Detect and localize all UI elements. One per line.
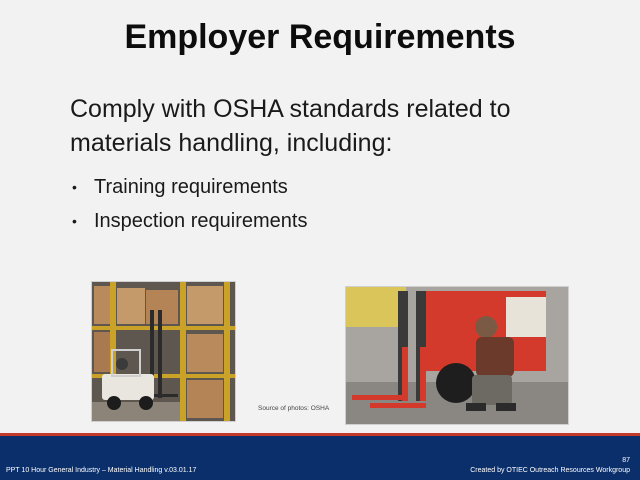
photo-caption: Source of photos: OSHA [258,405,330,412]
course-label: PPT 10 Hour General Industry – Material Handling v.03.01.17 [6,467,197,474]
slide-title: Employer Requirements [124,18,516,56]
page-number: 87 [622,457,630,464]
slide-footer [0,436,640,480]
forklift-inspection-photo [345,286,569,425]
bullet-text: Inspection requirements [94,210,308,232]
bullet-dot-icon: • [72,179,77,195]
bullet-list [70,170,307,238]
bullet-item-inspection [70,204,307,238]
forklift-inspection-image [346,287,568,424]
bullet-dot-icon: • [72,213,77,229]
forklift-warehouse-photo [91,281,236,422]
bullet-text: Training requirements [94,176,288,198]
bullet-item-training [70,170,307,204]
forklift-warehouse-image [92,282,235,421]
footer-credit: Created by OTIEC Outreach Resources Workgroup [470,467,630,474]
lead-text: Comply with OSHA standards related to materials handling, including: [70,95,511,157]
